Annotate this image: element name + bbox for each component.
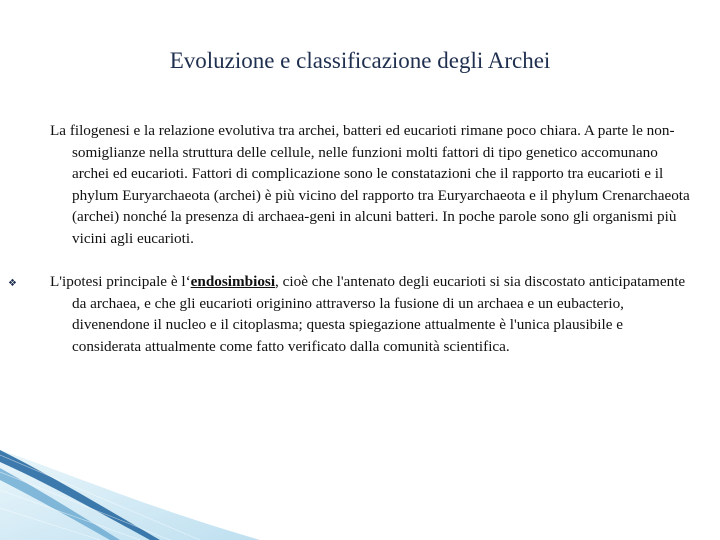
- bullet-text-after: , cioè che l'antenato degli eucarioti si sia discostato anticipatamente da archaea, e che gli eucarioti originino attraverso la fusione di un archaea e un eubacterio, divenendone il nucleo e il citoplasma; questa spiegazione attualmente è l'unica plausibile e considerata attualmente come fatto verificato dalla comunità scientifica.: [72, 273, 686, 355]
- intro-paragraph: La filogenesi e la relazione evolutiva tra archei, batteri ed eucarioti rimane poco chiara. A parte le non-somiglianze nella struttura delle cellule, nelle funzioni molti fattori di tipo genetico accomunano archei ed eucarioti. Fattori di complicazione sono le constatazioni che il rapporto tra eucarioti e il phylum Euryarchaeota (archei) è più vicino del rapporto tra Euryarchaeota e il phylum Crenarchaeota (archei) nonché la presenza di archaea-geni in alcuni batteri. In poche parole sono gli organismi più vicini agli eucarioti.: [50, 122, 690, 247]
- corner-wave-decoration: [0, 450, 260, 540]
- slide-body: [8, 120, 690, 357]
- endosimbiosi-term: endosimbiosi: [190, 273, 276, 290]
- bullet-paragraph: ❖ L'ipotesi principale è l‘endosimbiosi, cioè che l'antenato degli eucarioti si sia discostato anticipatamente da archaea, e che gli eucarioti originino attraverso la fusione di un archaea e un eubacterio, divenendone il nucleo e il citoplasma; questa spiegazione attualmente è l'unica plausibile e considerata attualmente come fatto verificato dalla comunità scientifica.: [8, 273, 686, 355]
- slide-title: Evoluzione e classificazione degli Archei: [169, 48, 551, 73]
- bullet-text-before: L'ipotesi principale è l‘: [50, 273, 191, 290]
